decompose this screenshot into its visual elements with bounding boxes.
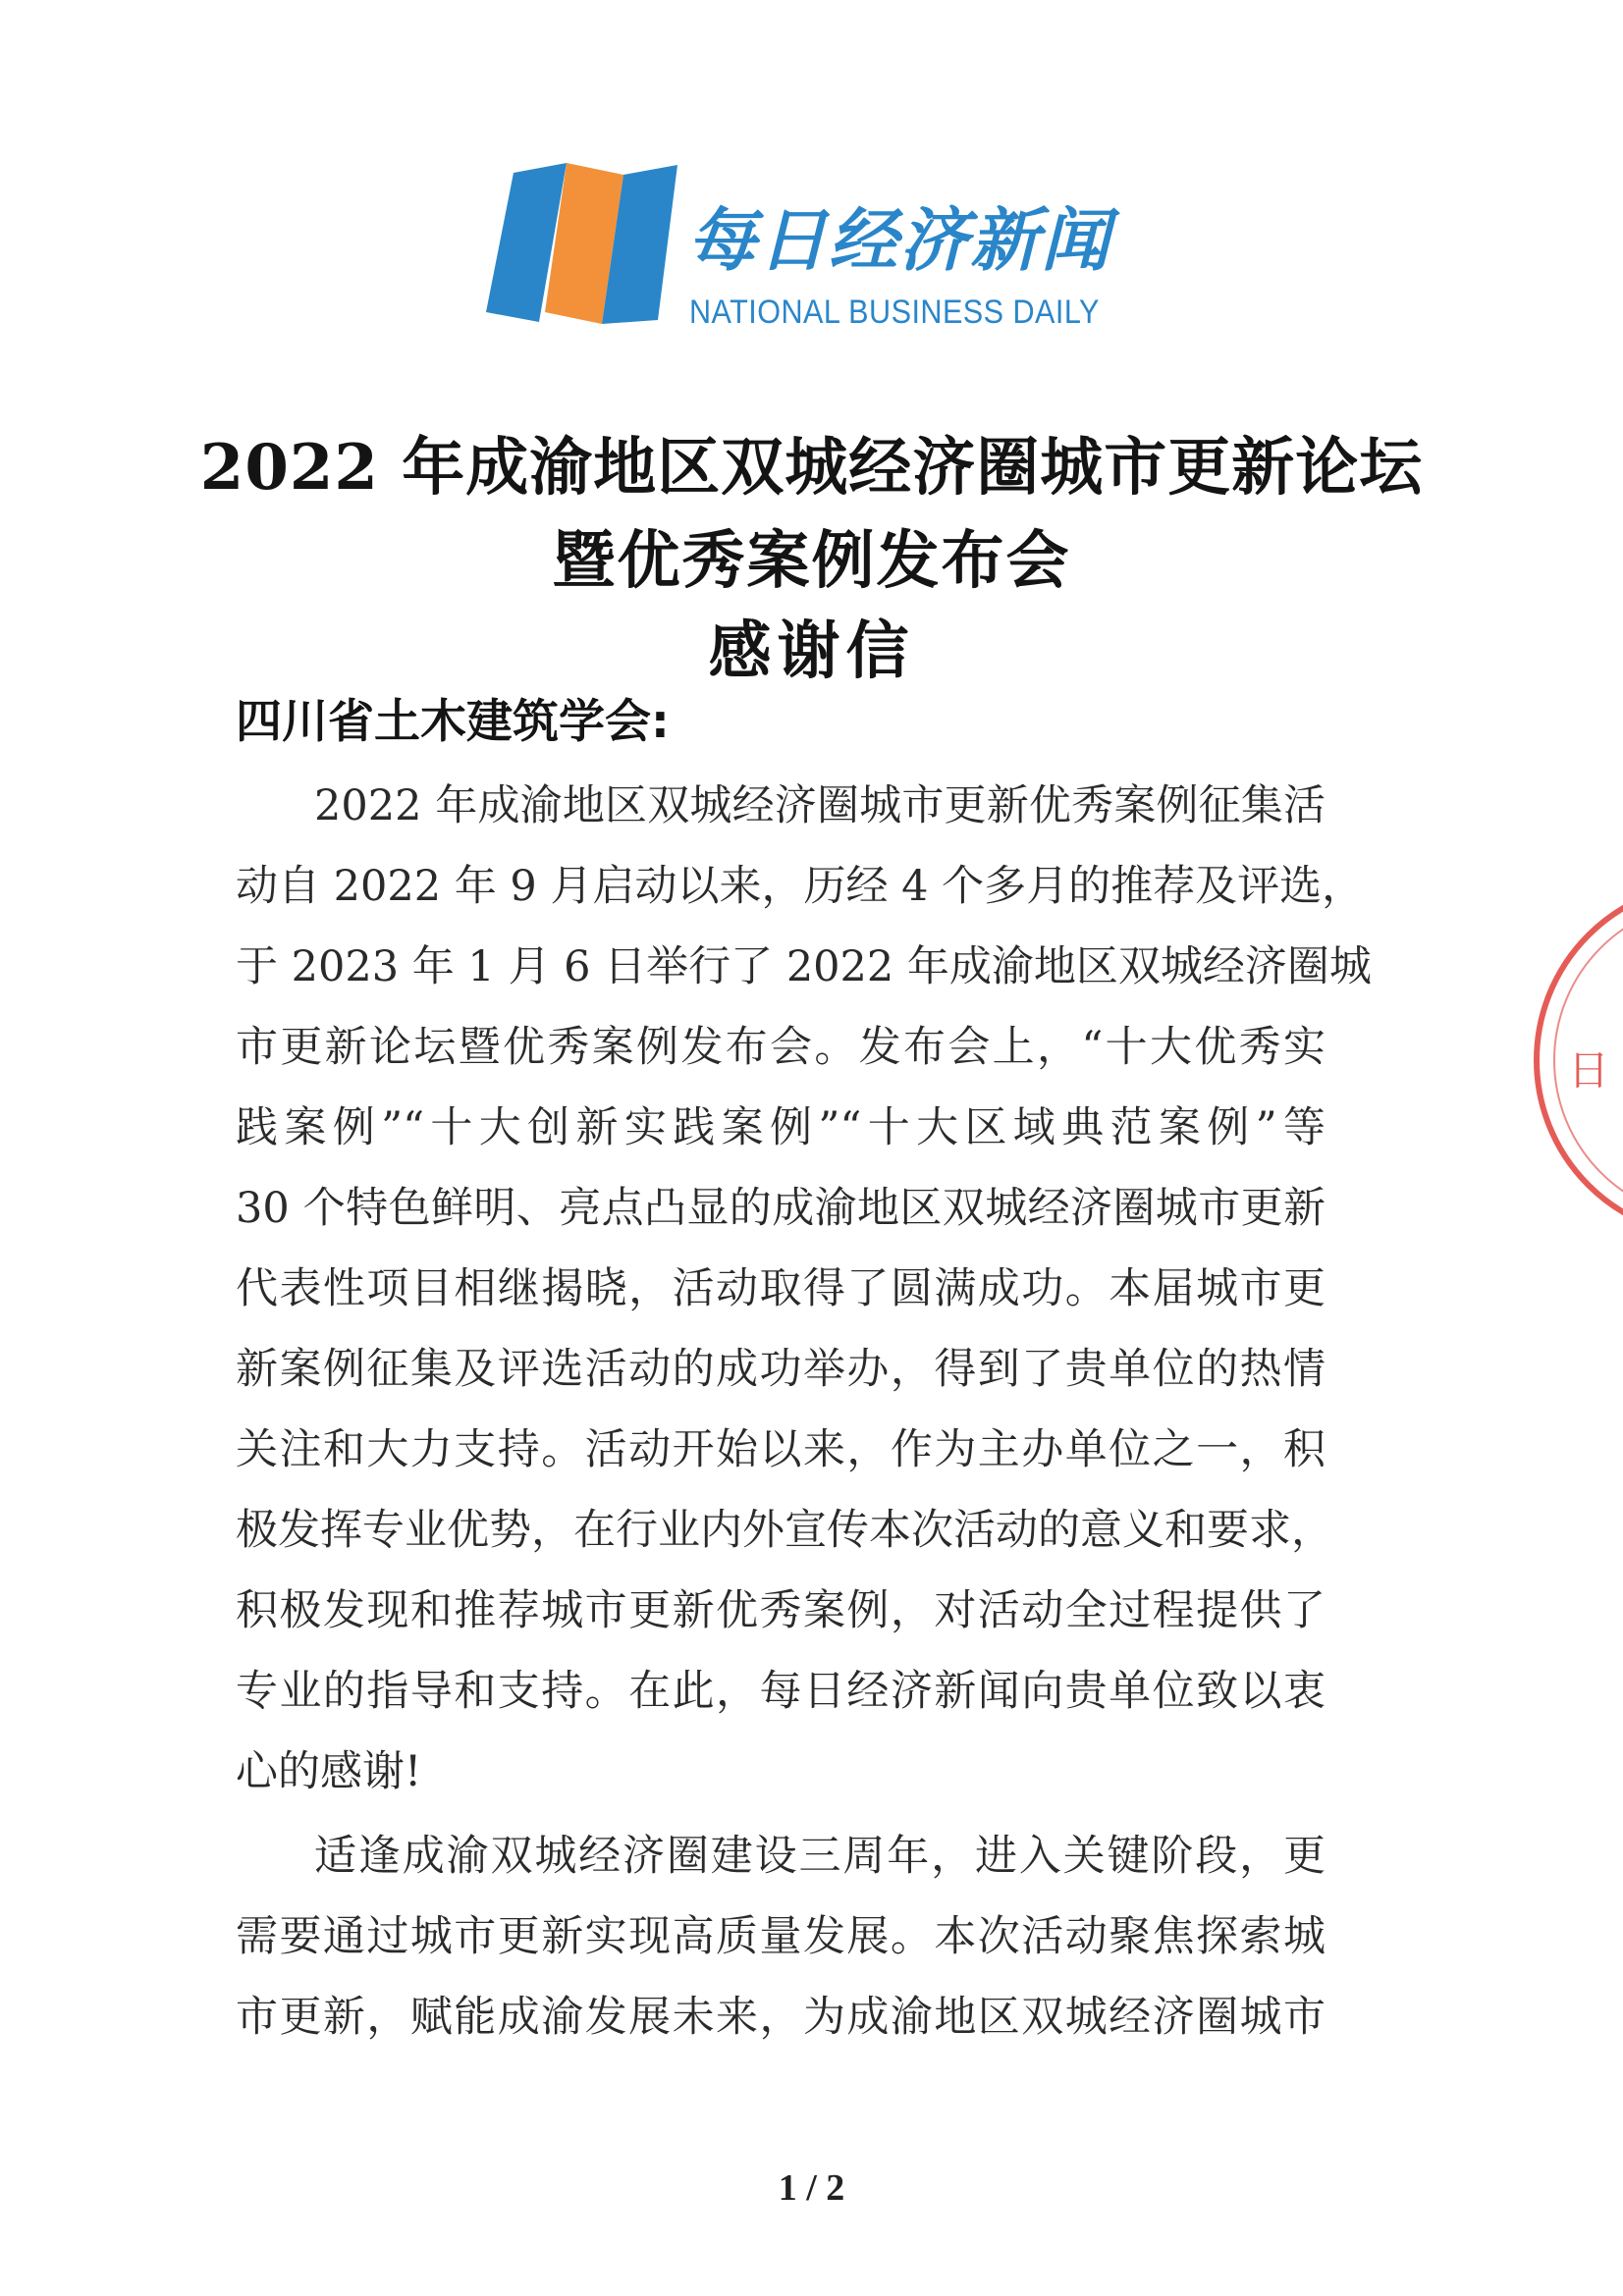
body-line: 践案例”“十大创新实践案例”“十大区域典范案例”等 <box>236 1103 1325 1152</box>
body-line: 心的感谢! <box>236 1747 422 1796</box>
body-line: 适逢成渝双城经济圈建设三周年，进入关键阶段，更 <box>314 1832 1325 1881</box>
body-line: 动自 2022 年 9 月启动以来，历经 4 个多月的推荐及评选， <box>236 862 1365 911</box>
body-line: 2022 年成渝地区双城经济圈城市更新优秀案例征集活 <box>314 781 1325 830</box>
body-line: 30 个特色鲜明、亮点凸显的成渝地区双城经济圈城市更新 <box>236 1184 1325 1233</box>
nbd-logo-mark-icon <box>486 155 682 332</box>
salutation: 四川省土木建筑学会: <box>236 695 670 749</box>
body-line: 市更新，赋能成渝发展未来，为成渝地区双城经济圈城市 <box>236 1993 1325 2042</box>
publisher-logo <box>486 155 1114 332</box>
body-line: 积极发现和推荐城市更新优秀案例，对活动全过程提供了 <box>236 1586 1325 1635</box>
body-line: 需要通过城市更新实现高质量发展。本次活动聚焦探索城 <box>236 1912 1325 1961</box>
body-line: 代表性项目相继揭晓，活动取得了圆满成功。本届城市更 <box>236 1264 1325 1313</box>
body-line: 新案例征集及评选活动的成功举办，得到了贵单位的热情 <box>236 1345 1325 1394</box>
body-line: 关注和大力支持。活动开始以来，作为主办单位之一，积 <box>236 1425 1325 1474</box>
title-line-2: 暨优秀案例发布会 <box>552 524 1071 598</box>
logo-english-name: NATIONAL BUSINESS DAILY <box>689 294 1100 331</box>
body-line: 极发挥专业优势，在行业内外宣传本次活动的意义和要求， <box>236 1506 1333 1555</box>
body-line: 专业的指导和支持。在此，每日经济新闻向贵单位致以衷 <box>236 1667 1325 1716</box>
title-line-1: 2022 年成渝地区双城经济圈城市更新论坛 <box>199 431 1424 505</box>
seal-stamp-icon <box>1517 903 1623 1217</box>
body-line: 于 2023 年 1 月 6 日举行了 2022 年成渝地区双城经济圈城 <box>236 942 1372 991</box>
seal-char: 日 <box>1568 1046 1610 1095</box>
logo-chinese-name: 每日经济新闻 <box>687 200 1111 281</box>
body-line: 市更新论坛暨优秀案例发布会。发布会上，“十大优秀实 <box>236 1023 1325 1072</box>
page-number: 1 / 2 <box>778 2167 845 2209</box>
title-line-3: 感谢信 <box>708 614 915 688</box>
official-seal-fragment <box>1517 903 1623 1217</box>
